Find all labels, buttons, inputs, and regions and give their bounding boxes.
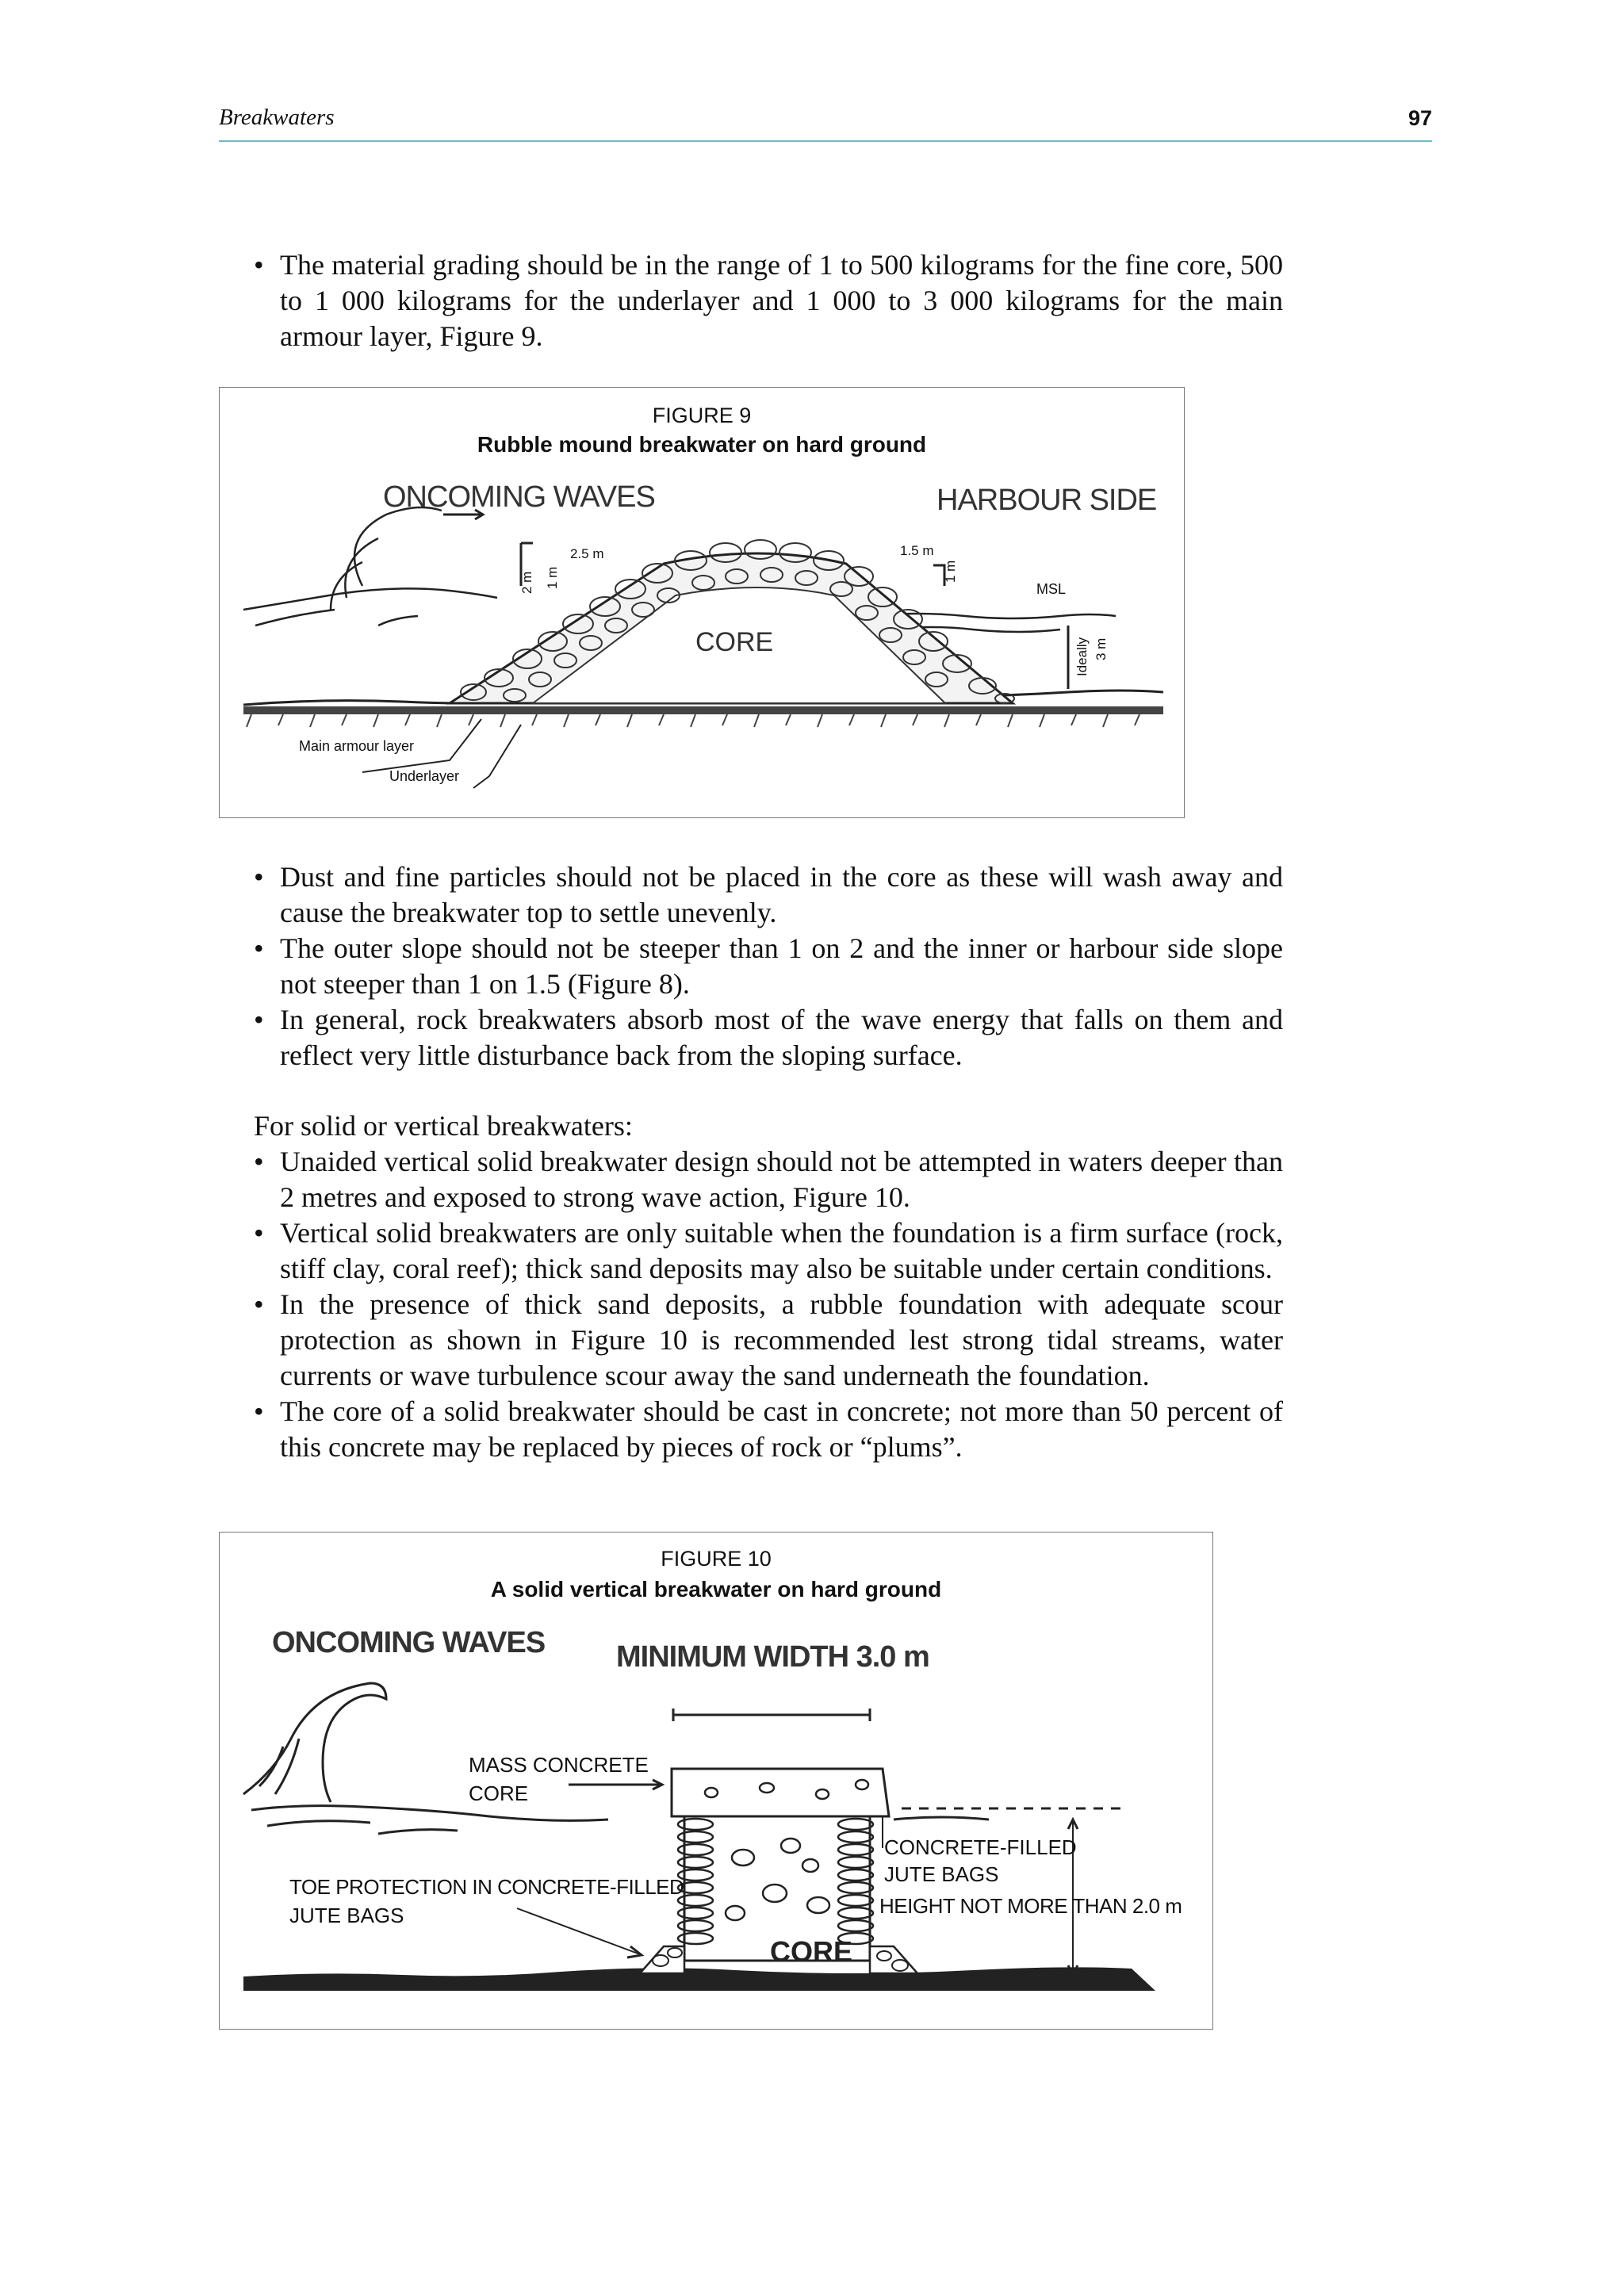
bullet-list-rock: [254, 859, 1283, 1073]
figure-9-dim-2m: 2 m: [519, 571, 534, 594]
figure-10-caption: A solid vertical breakwater on hard ground: [490, 1577, 942, 1601]
figure-9: [219, 387, 1185, 818]
figure-10-jute-bags-right: JUTE BAGS: [884, 1862, 999, 1886]
figure-9-caption: Rubble mound breakwater on hard ground: [477, 432, 927, 457]
figure-10-illustration: [220, 1533, 1212, 2029]
figure-9-dim-2-5m: 2.5 m: [570, 546, 604, 561]
figure-9-dim-3m: 3 m: [1094, 637, 1109, 660]
figure-10-oncoming-waves: ONCOMING WAVES: [272, 1626, 546, 1659]
bullet-item: • The material grading should be in the range of 1 to 500 kilograms for the fine core, 500 to 1 000 kilograms for the underlayer and 1 000 to 3 000 kilograms for the main armour layer, Figure 9.: [254, 247, 1283, 354]
bullet-item: • In general, rock breakwaters absorb most of the wave energy that falls on them and reflect very little disturbance back from the sloping surface.: [254, 1002, 1283, 1073]
figure-9-harbour-side: HARBOUR SIDE: [936, 484, 1157, 517]
bullet-item: • In the presence of thick sand deposits, a rubble foundation with adequate scour protection as shown in Figure 10 is recommended lest strong tidal streams, water currents or wave turbulence scour away the sand underneath the foundation.: [254, 1287, 1283, 1394]
figure-9-dim-1m-right: 1 m: [943, 560, 958, 583]
figure-10: [219, 1532, 1213, 2030]
bullet-item: • The core of a solid breakwater should be cast in concrete; not more than 50 percent of this concrete may be replaced by pieces of rock or “plums”.: [254, 1394, 1283, 1465]
figure-10-height-label: HEIGHT NOT MORE THAN 2.0 m: [879, 1894, 1182, 1918]
running-head-title: Breakwaters: [219, 105, 335, 130]
header-rule: [219, 140, 1432, 142]
figure-9-core: CORE: [695, 627, 774, 657]
bullet-item: • The outer slope should not be steeper than 1 on 2 and the inner or harbour side slope not steeper than 1 on 1.5 (Figure 8).: [254, 931, 1283, 1002]
figure-9-underlayer-label: Underlayer: [389, 768, 460, 784]
figure-9-ideally: Ideally: [1074, 637, 1090, 676]
figure-9-msl: MSL: [1036, 581, 1067, 597]
figure-10-label: FIGURE 10: [661, 1547, 772, 1571]
bullet-item: • Dust and fine particles should not be placed in the core as these will wash away and cause the breakwater top to settle unevenly.: [254, 859, 1283, 931]
figure-9-label: FIGURE 9: [652, 404, 752, 427]
figure-10-toe-protection: TOE PROTECTION IN CONCRETE-FILLED: [289, 1875, 684, 1899]
bullet-list-grading: [254, 247, 1283, 354]
figure-10-concrete-filled: CONCRETE-FILLED: [884, 1835, 1077, 1859]
running-head: [219, 105, 1432, 143]
figure-10-mass-concrete-core: CORE: [469, 1781, 529, 1805]
solid-breakwaters-section: [254, 1108, 1283, 1465]
figure-10-core: CORE: [770, 1935, 853, 1968]
figure-9-dim-1m-left: 1 m: [545, 566, 560, 589]
solid-intro: For solid or vertical breakwaters:: [254, 1110, 633, 1142]
page-number: 97: [1408, 106, 1432, 130]
figure-9-oncoming-waves: ONCOMING WAVES: [383, 480, 655, 514]
figure-9-dim-1-5m: 1.5 m: [900, 543, 934, 558]
figure-10-mass-concrete: MASS CONCRETE: [469, 1753, 649, 1777]
figure-10-min-width: MINIMUM WIDTH 3.0 m: [616, 1640, 929, 1674]
figure-10-toe-jute-bags: JUTE BAGS: [289, 1904, 404, 1927]
bullet-item: • Unaided vertical solid breakwater design should not be attempted in waters deeper than 2 metres and exposed to strong wave action, Figure 10.: [254, 1144, 1283, 1215]
figure-9-main-armour-label: Main armour layer: [299, 738, 415, 754]
bullet-item: • Vertical solid breakwaters are only suitable when the foundation is a firm surface (rock, stiff clay, coral reef); thick sand deposits may also be suitable under certain conditions.: [254, 1215, 1283, 1287]
